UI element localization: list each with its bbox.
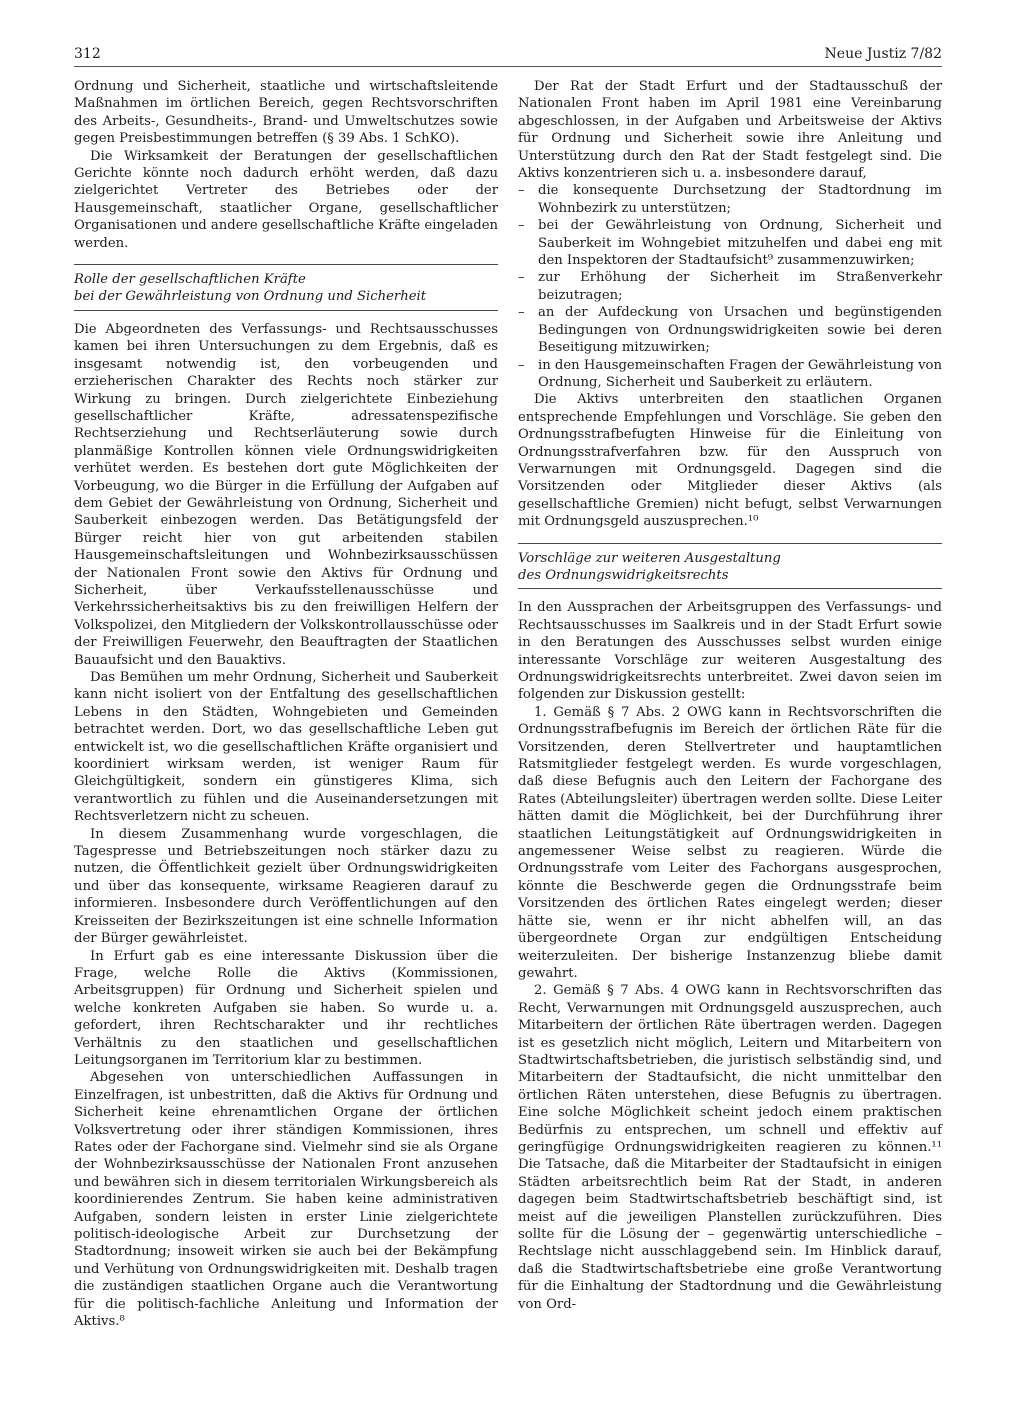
- section-heading: [518, 543, 942, 590]
- list-item-text: bei der Gewährleistung von Ordnung, Sicherheit und Sauberkeit im Wohngebiet mitzuhelfen und dabei eng mit den Inspektoren der Stadtaufsicht⁹ zusammenzuwirken;: [538, 218, 942, 269]
- list-item: [518, 357, 942, 392]
- list-item: [518, 217, 942, 269]
- list-item: [518, 269, 942, 304]
- dash-marker: –: [518, 270, 525, 286]
- section-heading-line: Rolle der gesellschaftlichen Kräfte: [74, 272, 306, 288]
- dash-marker: –: [518, 357, 525, 373]
- left-column: [74, 78, 498, 1330]
- dash-list: [518, 182, 942, 391]
- paragraph: In diesem Zusammenhang wurde vorgeschlagen, die Tagespresse und Betriebszeitungen noch stärker dazu zu nutzen, die Öffentlichkeit gezielt über Ordnungswidrigkeiten und über das konsequente, wirksame Reagieren darauf zu informieren. Insbesondere durch Veröffentlichungen auf den Kreisseiten der Bezirkszeitungen ist eine schnelle Information der Bürger gewährleistet.: [74, 826, 498, 947]
- paragraph: Ordnung und Sicherheit, staatliche und wirtschaftsleitende Maßnahmen im örtlichen Bereich, gegen Rechtsvorschriften des Arbeits-, Gesundheits-, Brand- und Umweltschutzes sowie gegen Preisbestimmungen betreffen (§ 39 Abs. 1 SchKO).: [74, 79, 498, 147]
- section-heading: [74, 264, 498, 311]
- list-item-text: an der Aufdeckung von Ursachen und begünstigenden Bedingungen von Ordnungswidrigkeiten sowie bei deren Beseitigung mitzuwirken;: [538, 305, 942, 356]
- page-header: [74, 44, 942, 67]
- section-heading-line: des Ordnungswidrigkeitsrechts: [518, 567, 729, 583]
- paragraph: Die Wirksamkeit der Beratungen der gesellschaftlichen Gerichte könnte noch dadurch erhöht werden, daß dazu zielgerichtet Vertreter des Betriebes oder der Hausgemeinschaft, staatlicher Organe, gesellschaftlicher Organisationen und andere gesellschaftliche Kräfte eingeladen werden.: [74, 148, 498, 251]
- section-heading-line: bei der Gewährleistung von Ordnung und Sicherheit: [74, 289, 427, 305]
- page-number: 312: [74, 46, 101, 62]
- dash-marker: –: [518, 218, 525, 234]
- journal-issue: Neue Justiz 7/82: [824, 46, 942, 62]
- paragraph: 2. Gemäß § 7 Abs. 4 OWG kann in Rechtsvorschriften das Recht, Verwarnungen mit Ordnungsgeld auszusprechen, auch Mitarbeitern der örtlichen Räte übertragen werden. Dagegen ist es gesetzlich nicht möglich, Leitern und Mitarbeitern von Stadtwirtschaftsbetrieben, die juristisch selbständig sind, und Mitarbeitern der Stadtaufsicht, die nicht unmittelbar den örtlichen Räten unterstehen, diese Befugnis zu übertragen. Eine solche Möglichkeit scheint jedoch einem praktischen Bedürfnis zu entsprechen, um schnell und effektiv auf geringfügige Ordnungswidrigkeiten reagieren zu können.¹¹ Die Tatsache, daß die Mitarbeiter der Stadtaufsicht in einigen Städten arbeitsrechtlich beim Rat der Stadt, in anderen dagegen beim Stadtwirtschaftsbetrieb beschäftigt sind, ist meist auf die jeweiligen Planstellen zurückzuführen. Dies sollte für die Lösung der – gegenwärtig unterschiedliche – Rechtslage nicht ausschlaggebend sein. Im Hinblick darauf, daß die Stadtwirtschaftsbetriebe eine große Verantwortung für die Einhaltung der Stadtordnung und die Gewährleistung von Ord-: [518, 983, 942, 1312]
- paragraph: Abgesehen von unterschiedlichen Auffassungen in Einzelfragen, ist unbestritten, daß die Aktivs für Ordnung und Sicherheit keine ehrenamtlichen Organe der örtlichen Volksvertretung oder ihrer ständigen Kommissionen, ihres Rates oder der Fachorgane sind. Vielmehr sind sie als Organe der Wohnbezirksausschüsse der Nationalen Front anzusehen und bewähren sich in diesem territorialen Wirkungsbereich als koordinierendes Zentrum. Sie haben keine administrativen Aufgaben, sondern leisten in erster Linie zielgerichtete politisch-ideologische Arbeit zur Durchsetzung der Stadtordnung; insoweit wirken sie auch bei der Bekämpfung und Verhütung von Ordnungswidrigkeiten mit. Deshalb tragen die zuständigen staatlichen Organe auch die Verantwortung für die politisch-fachliche Anleitung und Information der Aktivs.⁸: [74, 1070, 498, 1330]
- list-item: [518, 182, 942, 217]
- dash-marker: –: [518, 305, 525, 321]
- paragraph: In den Aussprachen der Arbeitsgruppen des Verfassungs- und Rechtsausschusses im Saalkreis und in der Stadt Erfurt sowie in den Beratungen des Ausschusses selbst wurden einige interessante Vorschläge zur weiteren Ausgestaltung des Ordnungswidrigkeitsrechts unterbreitet. Zwei davon seien im folgenden zur Diskussion gestellt:: [518, 600, 942, 703]
- list-item: [518, 304, 942, 356]
- list-item-text: die konsequente Durchsetzung der Stadtordnung im Wohnbezirk zu unterstützen;: [538, 183, 942, 216]
- paragraph: Das Bemühen um mehr Ordnung, Sicherheit und Sauberkeit kann nicht isoliert von der Entfaltung des gesellschaftlichen Lebens in den Städten, Wohngebieten und Gemeinden betrachtet werden. Dort, wo das gesellschaftliche Leben gut entwickelt ist, wo die gesellschaftlichen Kräfte organisiert und koordiniert wirksam werden, ist weniger Raum für Gleichgültigkeit, sondern ein günstigeres Klima, sich verantwortlich zu fühlen und die Auseinandersetzungen mit Rechtsverletzern nicht zu scheuen.: [74, 670, 498, 825]
- paragraph: 1. Gemäß § 7 Abs. 2 OWG kann in Rechtsvorschriften die Ordnungsstrafbefugnis im Bereich der örtlichen Räte für die Vorsitzenden, deren Stellvertreter und hauptamtlichen Ratsmitglieder festgelegt werden. Es wurde vorgeschlagen, daß diese Befugnis auch den Leitern der Fachorgane des Rates (Abteilungsleiter) übertragen werden sollte. Diese Leiter hätten damit die Möglichkeit, bei der Durchführung ihrer staatlichen Leitungstätigkeit auf Ordnungswidrigkeiten in angemessener Weise selbst zu reagieren. Würde die Ordnungsstrafe vom Leiter des Fachorgans ausgesprochen, könnte die Beschwerde gegen die Ordnungsstrafe beim Vorsitzenden des örtlichen Rates eingelegt werden; dieser hätte sie, wenn er ihr nicht abhelfen will, an das übergeordnete Organ zur endgültigen Entscheidung weiterzuleiten. Der bisherige Instanzenzug bliebe damit gewahrt.: [518, 704, 942, 981]
- paragraph: In Erfurt gab es eine interessante Diskussion über die Frage, welche Rolle die Aktivs (Kommissionen, Arbeitsgruppen) für Ordnung und Sicherheit spielen und welche konkreten Aufgaben sie haben. So wurde u. a. gefordert, ihren Rechtscharakter und ihr rechtliches Verhältnis zu den staatlichen und gesellschaftlichen Leitungsorganen im Territorium klar zu bestimmen.: [74, 948, 498, 1068]
- dash-marker: –: [518, 183, 525, 199]
- section-heading-line: Vorschläge zur weiteren Ausgestaltung: [518, 550, 781, 566]
- paragraph: Der Rat der Stadt Erfurt und der Stadtausschuß der Nationalen Front haben im April 1981 eine Vereinbarung abgeschlossen, in der Aufgaben und Arbeitsweise der Aktivs für Ordnung und Sicherheit sowie ihre Anleitung und Unterstützung durch den Rat der Stadt festgelegt sind. Die Aktivs konzentrieren sich u. a. insbesondere darauf,: [518, 79, 942, 182]
- right-column: [518, 78, 942, 1313]
- paragraph: Die Aktivs unterbreiten den staatlichen Organen entsprechende Empfehlungen und Vorschläge. Sie geben den Ordnungsstrafbefugten Hinweise für die Einleitung von Ordnungsstrafverfahren bzw. für den Ausspruch von Verwarnungen mit Ordnungsgeld. Dagegen sind die Vorsitzenden oder Mitglieder dieser Aktivs (als gesellschaftliche Gremien) nicht befugt, selbst Verwarnungen mit Ordnungsgeld auszusprechen.¹⁰: [518, 392, 942, 530]
- list-item-text: zur Erhöhung der Sicherheit im Straßenverkehr beizutragen;: [538, 270, 942, 303]
- paragraph: Die Abgeordneten des Verfassungs- und Rechtsausschusses kamen bei ihren Untersuchungen zu dem Ergebnis, daß es insgesamt notwendig ist, den vorbeugenden und erzieherischen Charakter des Rechts noch stärker zur Wirkung zu bringen. Durch zielgerichtete Einbeziehung gesellschaftlicher Kräfte, adressatenspezifische Rechtserziehung und Rechtserläuterung sowie durch planmäßige Kontrollen können viele Ordnungswidrigkeiten verhütet werden. Es bestehen dort gute Möglichkeiten der Vorbeugung, wo die Bürger in die Erfüllung der Aufgaben auf dem Gebiet der Gewährleistung von Ordnung, Sicherheit und Sauberkeit einbezogen werden. Das Betätigungsfeld der Bürger reicht hier von gut arbeitenden stabilen Hausgemeinschaftsleitungen und Wohnbezirksausschüssen der Nationalen Front sowie den Aktivs für Ordnung und Sicherheit, über Verkaufsstellenausschüsse und Verkehrssicherheitsaktivs bis zu den freiwilligen Helfern der Volkspolizei, den Mitgliedern der Volkskontrollausschüsse oder der Freiwilligen Feuerwehr, den Beauftragten der Staatlichen Bauaufsicht und den Bauaktivs.: [74, 321, 498, 668]
- list-item-text: in den Hausgemeinschaften Fragen der Gewährleistung von Ordnung, Sicherheit und Sauberkeit zu erläutern.: [538, 357, 942, 390]
